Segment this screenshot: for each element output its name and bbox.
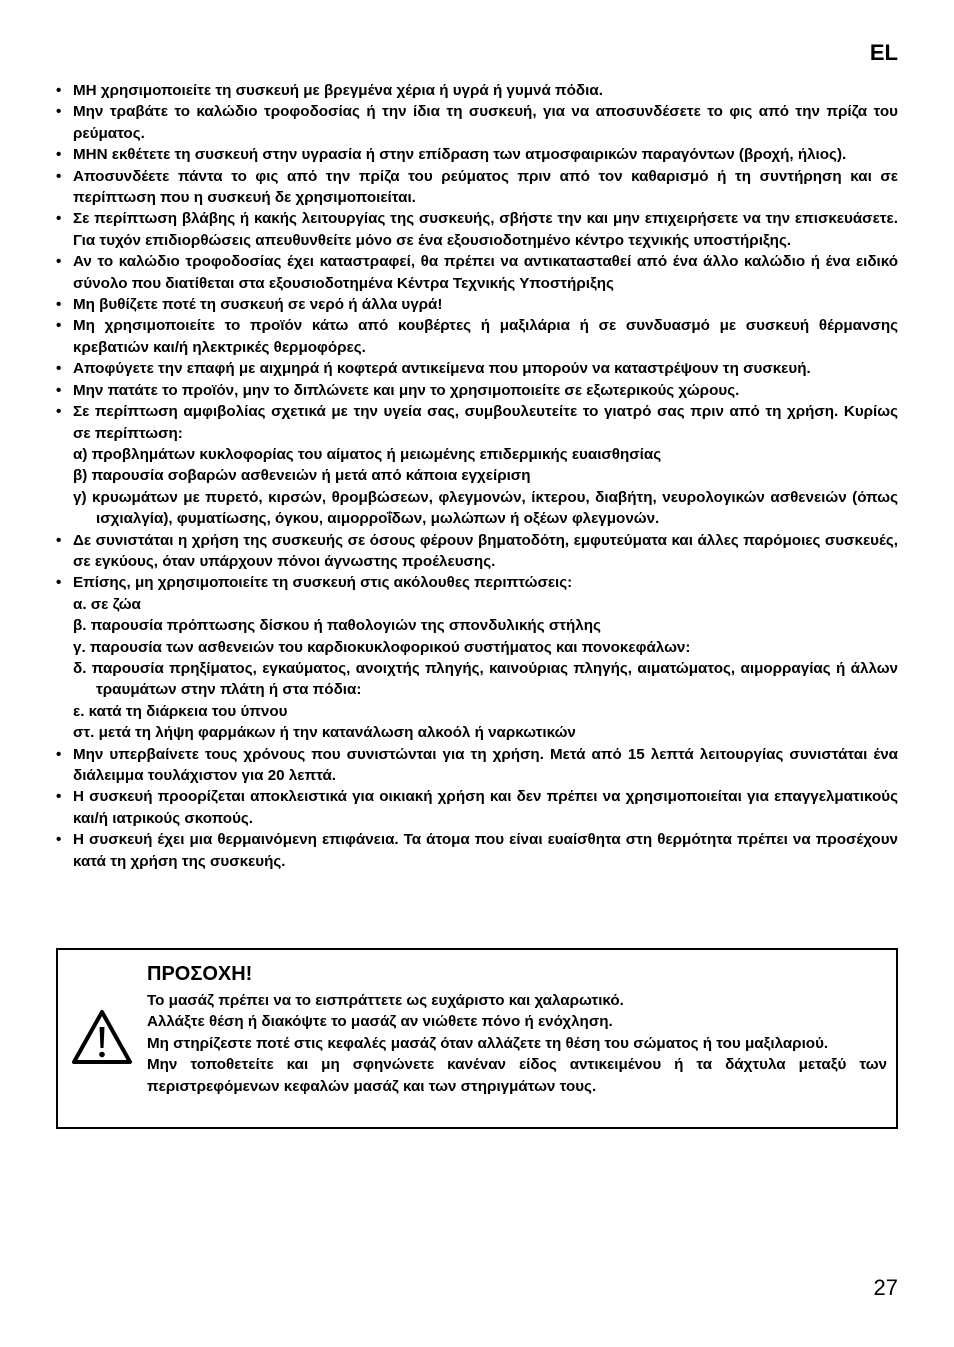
- list-item: [56, 166, 898, 209]
- bullet: •: [56, 103, 62, 121]
- sub-list-item: [56, 615, 898, 636]
- list-item-text: γ) κρυωμάτων με πυρετό, κιρσών, θρομβώσεων, φλεγμονών, ίκτερου, διαβήτη, νευρολογικών ασθενειών (όπως ισχιαλγία), φυματίωσης, όγκου, αιμορροΐδων, μωλώπων ή οξέων φλεγμονών.: [73, 488, 898, 528]
- bullet: •: [56, 296, 62, 314]
- bullet: •: [56, 167, 62, 185]
- sub-list-item: [56, 487, 898, 530]
- list-item: [56, 829, 898, 872]
- list-item: [56, 380, 898, 401]
- list-item-text: Μη βυθίζετε ποτέ τη συσκευή σε νερό ή άλλα υγρά!: [73, 296, 443, 314]
- list-item-text: β. παρουσία πρόπτωσης δίσκου ή παθολογιών της σπονδυλικής στήλης: [73, 617, 601, 635]
- list-item: [56, 401, 898, 444]
- bullet: •: [56, 360, 62, 378]
- bullet: •: [56, 253, 62, 271]
- sub-list-item: [56, 637, 898, 658]
- sub-list-item: [56, 594, 898, 615]
- list-item-text: δ. παρουσία πρηξίματος, εγκαύματος, ανοιχτής πληγής, καινούριας πληγής, αιματώματος, αιμορραγίας ή άλλων τραυμάτων στην πλάτη ή στα πόδια:: [73, 659, 898, 699]
- list-item-text: α. σε ζώα: [73, 595, 141, 613]
- list-item: [56, 294, 898, 315]
- bullet: •: [56, 210, 62, 228]
- sub-list-item: [56, 701, 898, 722]
- warning-box: [56, 948, 898, 1129]
- list-item-text: ΜΗΝ εκθέτετε τη συσκευή στην υγρασία ή στην επίδραση των ατμοσφαιρικών παραγόντων (βροχή, ήλιος).: [73, 146, 847, 164]
- bullet: •: [56, 745, 62, 763]
- bullet: •: [56, 317, 62, 335]
- sub-list-item: [56, 465, 898, 486]
- bullet: •: [56, 82, 62, 99]
- list-item: [56, 80, 898, 101]
- bullet: •: [56, 381, 62, 399]
- warning-title: ΠΡΟΣΟΧΗ!: [147, 963, 253, 985]
- list-item-text: Η συσκευή έχει μια θερμαινόμενη επιφάνεια. Τα άτομα που είναι ευαίσθητα στη θερμότητα πρέπει να προσέχουν κατά τη χρήση της συσκευής.: [73, 831, 898, 870]
- warning-line: Μην τοποθετείτε και μη σφηνώνετε κανέναν είδος αντικειμένου ή τα δάχτυλα μεταξύ των περιστρεφόμενων κεφαλών μασάζ και των στηριγμάτων τους.: [147, 1056, 887, 1095]
- list-item: [56, 358, 898, 379]
- warning-line: Το μασάζ πρέπει να το εισπράττετε ως ευχάριστο και χαλαρωτικό.: [147, 992, 624, 1009]
- list-item-text: Μην τραβάτε το καλώδιο τροφοδοσίας ή την ίδια τη συσκευή, για να αποσυνδέσετε το φις από την πρίζα του ρεύματος.: [73, 103, 898, 142]
- list-item: [56, 315, 898, 358]
- list-item: [56, 208, 898, 251]
- list-item: [56, 144, 898, 165]
- list-item: [56, 101, 898, 144]
- list-item-text: Σε περίπτωση αμφιβολίας σχετικά με την υγεία σας, συμβουλευτείτε το γιατρό σας πριν από τη χρήση. Κυρίως σε περίπτωση:: [73, 403, 898, 442]
- bullet: •: [56, 403, 62, 421]
- list-item: [56, 786, 898, 829]
- list-item-text: στ. μετά τη λήψη φαρμάκων ή την κατανάλωση αλκοόλ ή ναρκωτικών: [73, 724, 576, 742]
- warning-line: Αλλάξτε θέση ή διακόψτε το μασάζ αν νιώθετε πόνο ή ενόχληση.: [147, 1013, 613, 1031]
- sub-list-item: [56, 658, 898, 701]
- warning-triangle-icon: [70, 1008, 134, 1066]
- list-item-text: Αποφύγετε την επαφή με αιχμηρά ή κοφτερά αντικείμενα που μπορούν να καταστρέψουν τη συσκευή.: [73, 360, 811, 378]
- list-item-text: Μη χρησιμοποιείτε το προϊόν κάτω από κουβέρτες ή μαξιλάρια ή σε συνδυασμό με συσκευή θέρμανσης κρεβατιών και/ή ηλεκτρικές θερμοφόρες.: [73, 317, 898, 356]
- list-item-text: β) παρουσία σοβαρών ασθενειών ή μετά από κάποια εγχείριση: [73, 467, 531, 485]
- sub-list-item: [56, 444, 898, 465]
- list-item-text: Σε περίπτωση βλάβης ή κακής λειτουργίας της συσκευής, σβήστε την και μην επιχειρήσετε να την επισκευάσετε. Για τυχόν επιδιορθώσεις απευθυνθείτε μόνο σε ένα εξουσιοδοτημένο κέντρο τεχνικής υποστήριξης.: [73, 210, 898, 249]
- list-item-text: Αν το καλώδιο τροφοδοσίας έχει καταστραφεί, θα πρέπει να αντικατασταθεί από ένα άλλο καλώδιο ή ένα ειδικό σύνολο που διατίθεται στα εξουσιοδοτημένα Κέντρα Τεχνικής Υποστήριξης: [73, 253, 898, 292]
- list-item: [56, 572, 898, 593]
- list-item-text: Μην υπερβαίνετε τους χρόνους που συνιστώνται για τη χρήση. Μετά από 15 λεπτά λειτουργίας συνιστάται ένα διάλειμμα τουλάχιστον για 20 λεπτά.: [73, 745, 898, 784]
- list-item-text: ε. κατά τη διάρκεια του ύπνου: [73, 702, 288, 720]
- list-item-text: Επίσης, μη χρησιμοποιείτε τη συσκευή στις ακόλουθες περιπτώσεις:: [73, 574, 573, 592]
- bullet: •: [56, 831, 62, 849]
- language-tag: EL: [869, 40, 898, 65]
- list-item-text: Μην πατάτε το προϊόν, μην το διπλώνετε και μην το χρησιμοποιείτε σε εξωτερικούς χώρους.: [73, 381, 740, 399]
- bullet: •: [56, 531, 62, 549]
- list-item-text: γ. παρουσία των ασθενειών του καρδιοκυκλοφορικού συστήματος και πονοκεφάλων:: [73, 638, 691, 656]
- page-number: 27: [873, 1275, 898, 1300]
- list-item: [56, 530, 898, 573]
- list-item-text: Δε συνιστάται η χρήση της συσκευής σε όσους φέρουν βηματοδότη, εμφυτεύματα και άλλες παρόμοιες συσκευές, σε εγκύους, όταν υπάρχουν πόνοι άγνωστης προέλευσης.: [73, 531, 898, 570]
- safety-instructions-list: [56, 80, 898, 872]
- warning-content: [147, 963, 887, 1097]
- warning-line: Μη στηρίζεστε ποτέ στις κεφαλές μασάζ όταν αλλάζετε τη θέση του σώματος ή του μαξιλαριού.: [147, 1034, 829, 1052]
- list-item-text: ΜΗ χρησιμοποιείτε τη συσκευή με βρεγμένα χέρια ή υγρά ή γυμνά πόδια.: [73, 82, 603, 99]
- bullet: •: [56, 788, 62, 806]
- sub-list-item: [56, 722, 898, 743]
- list-item: [56, 251, 898, 294]
- bullet: •: [56, 574, 62, 592]
- list-item: [56, 744, 898, 787]
- list-item-text: Η συσκευή προορίζεται αποκλειστικά για οικιακή χρήση και δεν πρέπει να χρησιμοποιείται για επαγγελματικούς και/ή ιατρικούς σκοπούς.: [73, 788, 898, 827]
- list-item-text: α) προβλημάτων κυκλοφορίας του αίματος ή μειωμένης επιδερμικής ευαισθησίας: [73, 445, 662, 463]
- list-item-text: Αποσυνδέετε πάντα το φις από την πρίζα του ρεύματος πριν από τον καθαρισμό ή τη συντήρηση και σε περίπτωση που η συσκευή δε χρησιμοποιείται.: [73, 167, 898, 207]
- bullet: •: [56, 146, 62, 164]
